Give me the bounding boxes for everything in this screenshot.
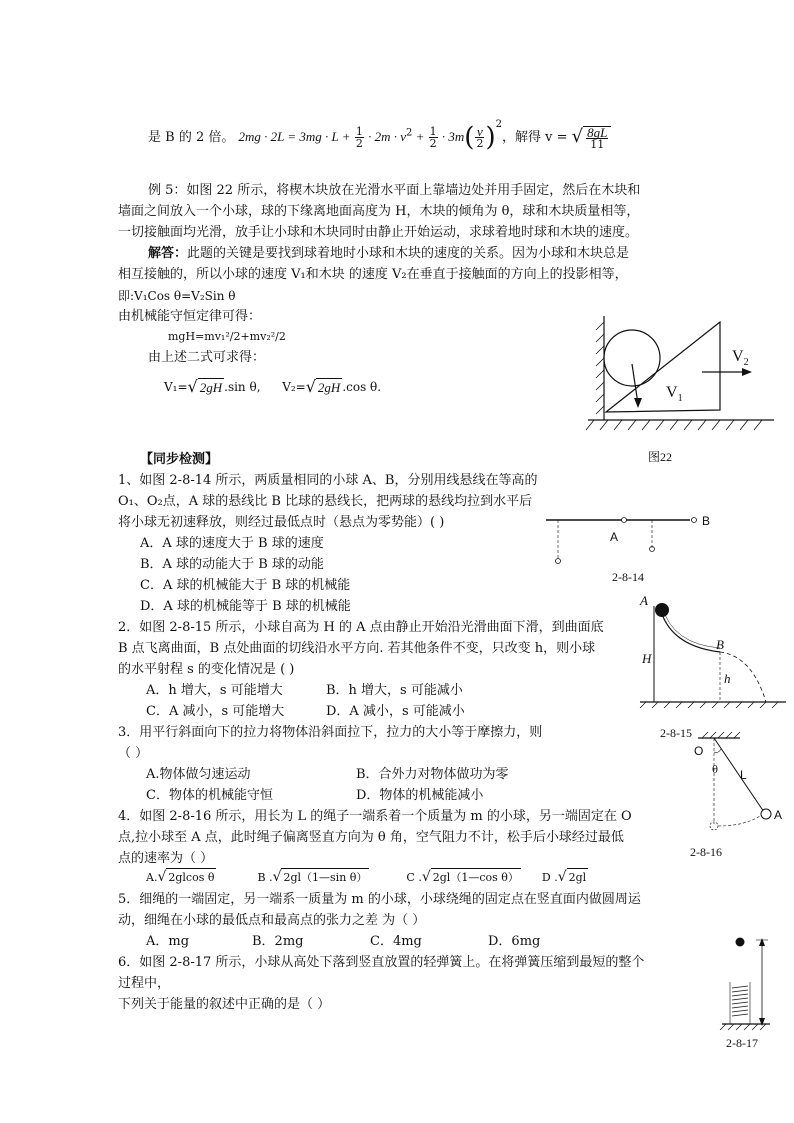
- q2-option-c: C．A 减小，s 可能增大: [146, 704, 285, 719]
- q2-option-d: D．A 减小，s 可能减小: [326, 704, 465, 719]
- q5-option-d: D．6mg: [488, 934, 541, 949]
- q4-option-c: C .√ 2gl（1—cos θ）: [406, 869, 519, 885]
- figure-2-8-17: [716, 930, 780, 1030]
- q4-line2: 点,拉小球至 A 点，此时绳子偏离竖直方向为 θ 角，空气阻力不计，松手后小球经过最低: [118, 830, 624, 845]
- q3-option-c: C．物体的机械能守恒: [146, 788, 273, 803]
- q1-option-c: C．A 球的机械能大于 B 球的机械能: [140, 578, 351, 593]
- ball: [604, 330, 660, 386]
- q4-option-d: D .√ 2gl: [541, 869, 587, 885]
- ground-hatching: [640, 702, 778, 708]
- q1-line3: 将小球无初速释放，则经过最低点时（悬点为零势能）( ): [118, 515, 445, 530]
- fig15-label-a: A: [640, 593, 648, 608]
- q5-line2: 动，细绳在小球的最低点和最高点的张力之差 为（ ）: [118, 913, 426, 928]
- energy-equation-part1: 2mg · 2L = 3mg · L +: [238, 129, 354, 144]
- figure-2-8-14-caption: 2-8-14: [612, 570, 644, 584]
- square-exponent: 2: [405, 127, 413, 139]
- q1-line2: O₁、O₂点，A 球的悬线比 B 比球的悬线长，把两球的悬线均拉到水平后: [118, 494, 533, 509]
- q6-line1: 6．如图 2-8-17 所示，小球从高处下落到竖直放置的轻弹簧上。在将弹簧压缩到最短的整个: [118, 955, 645, 970]
- v1-label: $V_1$: [666, 384, 683, 405]
- wall-hatching: [596, 322, 604, 414]
- fig15-label-small-h: h: [724, 671, 731, 686]
- q5-option-b: B．2mg: [252, 934, 304, 949]
- spring: [732, 986, 748, 1016]
- fig14-label-b: B: [702, 514, 711, 528]
- solve-text: ，解得 v =: [501, 130, 572, 145]
- example5-answer-line3: 即:V₁Cos θ=V₂Sin θ: [118, 289, 236, 303]
- top-prefix: 是 B 的 2 倍。: [148, 130, 235, 145]
- fig14-label-a: A: [610, 530, 619, 544]
- figure-2-8-15-caption: 2-8-15: [660, 726, 692, 740]
- q3-line2: （ ）: [118, 746, 149, 761]
- q3-option-d: D．物体的机械能减小: [356, 788, 484, 803]
- energy-equation-part2: · 2m · v: [364, 129, 406, 144]
- ball-b: [692, 518, 697, 523]
- answer-label: 解答：: [148, 246, 188, 261]
- example5-answer-line1: 解答：此题的关键是要找到球着地时小球和木块的速度的关系。因为小球和木块总是: [148, 246, 630, 261]
- fig16-label-l: L: [740, 768, 747, 782]
- velocity-results: V₁=√ 2gH .sin θ, V₂=√ 2gH .cos θ.: [164, 377, 382, 396]
- figure-22-caption: 图22: [648, 450, 673, 464]
- string: [714, 738, 764, 812]
- theta-arc: [714, 749, 721, 753]
- square-exponent-2: 2: [495, 119, 502, 130]
- ball: [736, 938, 745, 947]
- fig16-label-o: O: [694, 744, 704, 758]
- ceiling-hatching: [702, 732, 740, 738]
- example5-answer-line4: 由机械能守恒定律可得：: [118, 309, 262, 324]
- fig15-label-b: B: [716, 637, 724, 652]
- figure-2-8-14: [540, 510, 720, 570]
- ground-hatching: [586, 420, 762, 430]
- example5-line1: 例 5：如图 22 所示，将楔木块放在光滑水平面上靠墙边处并用手固定，然后在木块和: [148, 183, 641, 198]
- q4-options: [146, 868, 588, 887]
- q2-line1: 2．如图 2-8-15 所示，小球自高为 H 的 A 点由静止开始沿光滑曲面下滑，到曲面底: [118, 620, 604, 635]
- v-over-2-fraction: $\frac{v}{2}$: [476, 124, 484, 150]
- q3-option-b: B．合外力对物体做功为零: [356, 767, 509, 782]
- curved-slope: [660, 608, 720, 652]
- q1-option-d: D．A 球的机械能等于 B 球的机械能: [140, 599, 351, 614]
- plus-sign: +: [412, 129, 428, 144]
- figure-2-8-16-caption: 2-8-16: [690, 845, 722, 859]
- ball-a: [622, 518, 627, 523]
- fig16-label-theta: θ: [712, 765, 719, 776]
- q6-line2: 过程中，: [118, 976, 171, 991]
- v2-label: $V_2$: [732, 348, 749, 369]
- q4-line1: 4．如图 2-8-16 所示，用长为 L 的绳子一端系着一个质量为 m 的小球，另一端固定在 O: [118, 809, 632, 824]
- example5-answer-line2: 相互接触的，所以小球的速度 V₁和木块 的速度 V₂在垂直于接触面的方向上的投影相等，: [118, 267, 628, 282]
- swing-arc: [718, 816, 760, 826]
- figure-22: [574, 312, 780, 444]
- q4-option-b: B .√ 2gl（1—sin θ）: [257, 869, 368, 885]
- q2-line3: 的水平射程 s 的变化情况是 ( ): [118, 662, 295, 677]
- half-fraction-2: $\frac{1}{2}$: [429, 125, 437, 150]
- figure-2-8-15: [640, 594, 790, 718]
- q5-line1: 5．细绳的一端固定，另一端系一质量为 m 的小球，小球绕绳的固定点在竖直面内做圆周运: [118, 892, 641, 907]
- q2-option-a: A．h 增大，s 可能增大: [146, 683, 283, 698]
- q3-option-a: A.物体做匀速运动: [146, 767, 251, 782]
- ball-at-a: [655, 603, 669, 617]
- sync-check-title: 【同步检测】: [140, 452, 219, 467]
- example5-line2: 墙面之间放入一个小球，球的下缘离地面高度为 H，木块的倾角为 θ，球和木块质量相等，: [118, 204, 640, 219]
- figure-2-8-16: [694, 728, 790, 838]
- q2-option-b: B．h 增大，s 可能减小: [326, 683, 463, 698]
- q1-option-a: A．A 球的速度大于 B 球的速度: [140, 536, 324, 551]
- q3-line1: 3．用平行斜面向下的拉力将物体沿斜面拉下，拉力的大小等于摩擦力，则: [118, 725, 543, 740]
- q6-line3: 下列关于能量的叙述中正确的是（ ）: [118, 997, 331, 1012]
- q4-option-a: A.√ 2glcos θ: [146, 869, 215, 885]
- ball-a: [761, 809, 771, 819]
- half-fraction-1: $\frac{1}{2}$: [355, 125, 363, 150]
- example5-line3: 一切接触面均光滑，放手让小球和木块同时由静止开始运动，求球着地时球和木块的速度。: [118, 225, 639, 240]
- q1-line1: 1、如图 2-8-14 所示，两质量相同的小球 A、B，分别用线悬线在等高的: [118, 473, 538, 488]
- q1-option-b: B．A 球的动能大于 B 球的动能: [140, 557, 324, 572]
- fig15-label-big-h: H: [642, 651, 652, 666]
- wedge-block: [606, 322, 720, 412]
- q5-option-c: C．4mg: [370, 934, 422, 949]
- energy-conservation-equation: mgH=mv₁²/2+mv₂²/2: [168, 330, 286, 343]
- q2-line2: B 点飞离曲面，B 点处曲面的切线沿水平方向. 若其他条件不变，只改变 h，则小球: [118, 641, 596, 656]
- figure-2-8-17-caption: 2-8-17: [726, 1036, 758, 1050]
- top-equation-line: 是 B 的 2 倍。 2mg · 2L = 3mg · L + $\frac{1}{2}$ · $2m \cdot v^2$ + $\frac{1}{2}$ · 3m( $\frac{v}{2}$ )$^2$，解得 v = √ $\frac{8gL}{11}$: [148, 116, 611, 150]
- energy-equation-part3: · 3m: [438, 129, 465, 144]
- q5-option-a: A．mg: [146, 934, 190, 949]
- solution-sqrt: √ $\frac{8gL}{11}$: [572, 126, 612, 150]
- q4-line3: 点的速率为（ ）: [118, 851, 214, 866]
- fig16-label-a: A: [774, 808, 783, 822]
- example5-answer-line6: 由上述二式可求得：: [148, 350, 266, 365]
